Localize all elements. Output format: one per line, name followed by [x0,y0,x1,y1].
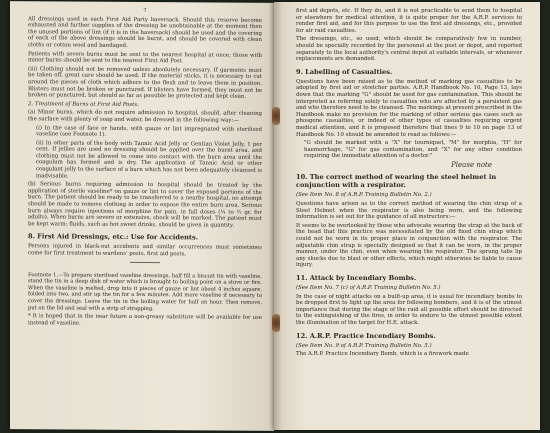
spine-shadow [268,2,282,430]
paragraph: In the case of night attacks on a built-up area, it is usual for incendiary bombs to be dropped first to light up the area for following bombers, and it is of the utmost importance that during the stage of the raid all possible effort should be directed to the extinguishing of the fires, in order to endure to the utmost possible extent the illumination of the target for H.E. attack. [296,293,522,326]
footnote: * It is hoped that in the near future a non-greasy substitute will be available for use instead of vaseline. [28,313,262,327]
handwritten-note: Please note [451,160,492,169]
list-item: (a) Minor burns, which do not require admission to hospital, should, after cleaning the surface with plenty of soap and water, be dressed in the following way:— [28,109,262,124]
divider [130,262,160,263]
staple-rust-mark [272,107,280,125]
paragraph: (iii) Clothing should not be removed unless absolutely necessary. If garments must be taken off, great care should be used. If the material sticks, it is necessary to cut around the pieces of cloth which adhere to the flesh and to leave them in position. Blisters must not be broken or punctured. If blisters have formed, they must not be broken or punctured, but should as far as possible be protected and kept clean. [28,65,262,100]
treatment-list [28,110,262,230]
list-item: (ii) In other parts of the body with Tannic Acid Jelly or Gentian Violet Jelly, 1 per cent. If jellies are used no dressing should be applied over the burnt area, and clothing must not be allowed to come into contact with the burn area until the coagulum has formed and is dry. The application of Tannic Acid or other coagulant jelly to the surface of a burn which has not been adequately cleansed is inadvisable. [36,139,262,180]
left-page-content [28,7,262,330]
paragraph: It seems to be overlooked by those who advocate wearing the strap at the back of the head that this practice was necessitated by the old fixed chin strap which could not be worn in its proper place in conjunction with the respirator. The adjustable chin strap is specially designed so that it can be worn, in the proper manner, under the chin, even when wearing the respirator. The sprung tabs lip any shocks due to blast or other effects, which might otherwise be liable to cause injury. [296,222,522,269]
right-page [274,2,540,430]
paragraph: All dressings used in each First Aid Party haversack. Should this reserve become exhausted and further supplies of the dressing be unobtainable at the moment then the unused portions of lint (if it is in the haversack) should be used and the covering of each of the above dressings should be burnt, and should be covered with clean cloths or cotton wool and bandaged. [28,15,262,49]
reference: (See Item No. 7 (c) of A.R.P. Training Bulletin No. 5.) [296,285,441,291]
staple-rust-mark [272,314,280,332]
section-heading: 12. A.R.P. Practice Incendiary Bombs. [296,331,436,340]
section-heading: 11. Attack by Incendiary Bombs. [296,274,417,282]
reference: (See Item No. 8 of A.R.P. Training Bulletin No. 2.) [296,192,432,199]
section-title: 2. Treatment of Burns at First Aid Posts. [28,100,139,108]
section-heading: 8. First Aid Dressings, etc.: Use for Accidents. [28,232,198,242]
page-number: 7 [143,8,147,15]
paragraph: "G should be marked with a "X" for tourniquet, "M" for morphia, "H" for haemorrhage, "G" for gas contamination, and "X" for any other condition requiring the immediate attention of a doctor." [304,140,522,160]
section-heading: 10. The correct method of wearing the steel helmet in conjunction with a respirator. [296,173,497,190]
paragraph: first aid depots, etc. If they do, and it is not practicable to send them to hospital or elsewhere for medical attention, it is quite proper for the A.R.P. services to render first aid, and for this purpose to use the first aid dressings, etc., provided for air raid casualties. [296,8,522,34]
paragraph: The A.R.P. Practice Incendiary Bomb, which is a firework made [296,351,469,358]
left-page [10,1,274,431]
paragraph: Persons injured in black-out accidents and similar occurrences must sometimes come for first treatment to wardens' posts, first aid posts, [28,243,262,258]
paragraph: Patients with severe burns must be sent to the nearest hospital at once; those with minor burns should be sent to the nearest First Aid Post. [28,50,262,65]
right-page-content [296,8,522,360]
list-item: (i) In the case of face or hands, with gauze or lint impregnated with sterilised vaseline (see Footnote 1). [36,124,262,138]
paragraph: The dressings, etc., so used, which should be comparatively few in number, should be specially recorded by the personnel at the post or depot, and reported separately to the local authority's central depot at suitable intervals, or whenever replacements are demanded. [296,36,522,63]
paragraph: Questions have arisen as to the correct method of wearing the chin strap of a Steel Helmet when the respirator is also being worn, and the following information is set out for the guidance of all instructors:— [296,201,522,221]
list-item: (b) Serious burns requiring admission to hospital should be treated by the application of sterile vaseline* on gauze or lint to cover the exposed portions of the burn. The patient should be ready to be transferred to a nearby hospital, no attempt should be made to remove clothing in order to expose the entire burn area. Serious burn always require injections of morphine for pain, in full doses (¼ to ½ gr. for adults). When burns are severe or extensive, shock will be marked. The patient must be kept warm; fluids, such as hot sweet drinks, should be given in quantity. [28,181,262,229]
section-heading: 9. Labelling of Casualties. [296,67,393,76]
paragraph: Questions have been raised as to the method of marking gas casualties to be adopted by first aid or stretcher parties. A.R.P. Handbook No. 10, Page 13, lays down that the marking "G" should be used for gas contamination. This should be interpreted as referring solely to casualties who are affected by a persistent gas and who therefore need to be cleansed. The markings at present prescribed in the Handbook make no provision for the marking of other serious gas cases such as phosgene casualties, or indeed of other types of casualties requiring urgent medical attention, and it is proposed therefore that lines 9 to 10 on page 13 of Handbook No. 10 should be amended to read as follows:— [296,78,522,138]
footnote: Footnote 1.—To prepare sterilised vaseline dressings, half fill a biscuit tin with vaseline, stand the tin in a deep dish of water which is brought to boiling point on a stove or fire. When the vaseline is melted, drop into it pieces of gauze or lint about 4 inches square, folded into two, and stir up the tin for a few minutes. Add more vaseline if necessary to cover the dressings. Leave the tin in the boiling water for half an hour. Then remove, put on the lid and seal with a strip of strapping. [28,271,262,312]
reference: (See Item No. 9 of A.R.P. Training Bulletin No. 5.) [296,342,432,349]
open-booklet [10,2,540,430]
